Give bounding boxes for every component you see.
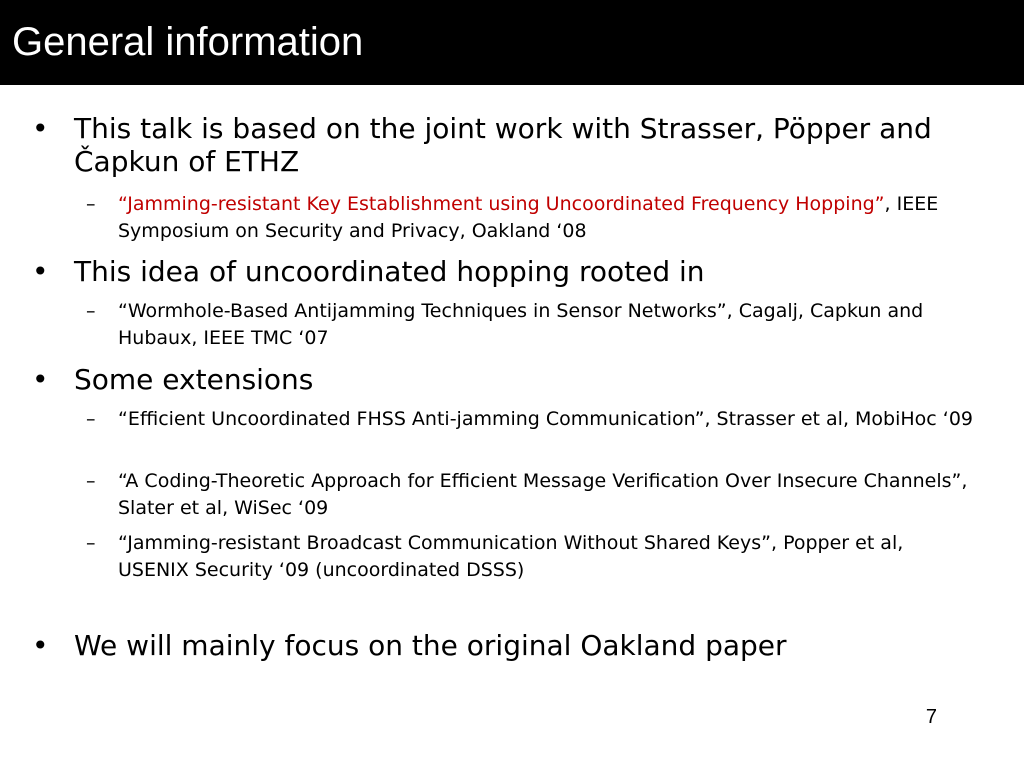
bullet-text: Some extensions <box>74 363 314 396</box>
bullet-text: This talk is based on the joint work with Strasser, Pöpper and Čapkun of ETHZ <box>74 112 932 178</box>
sub-bullet-item <box>86 530 976 584</box>
sub-bullet-item <box>86 191 976 245</box>
sub-bullet-text: “A Coding-Theoretic Approach for Efficient Message Verification Over Insecure Channels”, Slater et al, WiSec ‘09 <box>118 470 968 519</box>
bullet-marker: • <box>32 255 49 288</box>
sub-bullet-marker: – <box>86 408 96 430</box>
sub-bullet-marker: – <box>86 532 96 554</box>
bullet-marker: • <box>32 363 49 396</box>
sub-bullet-text: “Efficient Uncoordinated FHSS Anti-jamming Communication”, Strasser et al, MobiHoc ‘09 <box>118 408 973 430</box>
page-number: 7 <box>925 706 937 728</box>
sub-bullet-item <box>86 406 976 433</box>
highlighted-paper-title: “Jamming-resistant Key Establishment using Uncoordinated Frequency Hopping” <box>118 193 885 215</box>
bullet-text: This idea of uncoordinated hopping rooted in <box>74 255 705 288</box>
bullet-item <box>32 629 982 662</box>
sub-bullet-text: “Wormhole-Based Antijamming Techniques in Sensor Networks”, Cagalj, Capkun and Hubaux, IEEE TMC ‘07 <box>118 300 924 349</box>
sub-bullet-marker: – <box>86 193 96 215</box>
sub-bullet-item <box>86 298 976 352</box>
sub-bullet-item <box>86 468 976 522</box>
citation-venue: , IEEE Symposium on Security and Privacy, Oakland ‘08 <box>118 193 939 242</box>
title-bar <box>0 0 1024 85</box>
sub-bullet-marker: – <box>86 470 96 492</box>
sub-bullet-text <box>118 191 976 245</box>
bullet-marker: • <box>32 629 49 662</box>
bullet-item <box>32 255 982 288</box>
slide-title: General information <box>12 20 364 64</box>
sub-bullet-marker: – <box>86 300 96 322</box>
bullet-item <box>32 363 982 396</box>
bullet-item <box>32 112 982 178</box>
sub-bullet-text: “Jamming-resistant Broadcast Communication Without Shared Keys”, Popper et al, USENIX Security ‘09 (uncoordinated DSSS) <box>118 532 904 581</box>
bullet-text: We will mainly focus on the original Oakland paper <box>74 629 787 662</box>
bullet-marker: • <box>32 112 49 145</box>
